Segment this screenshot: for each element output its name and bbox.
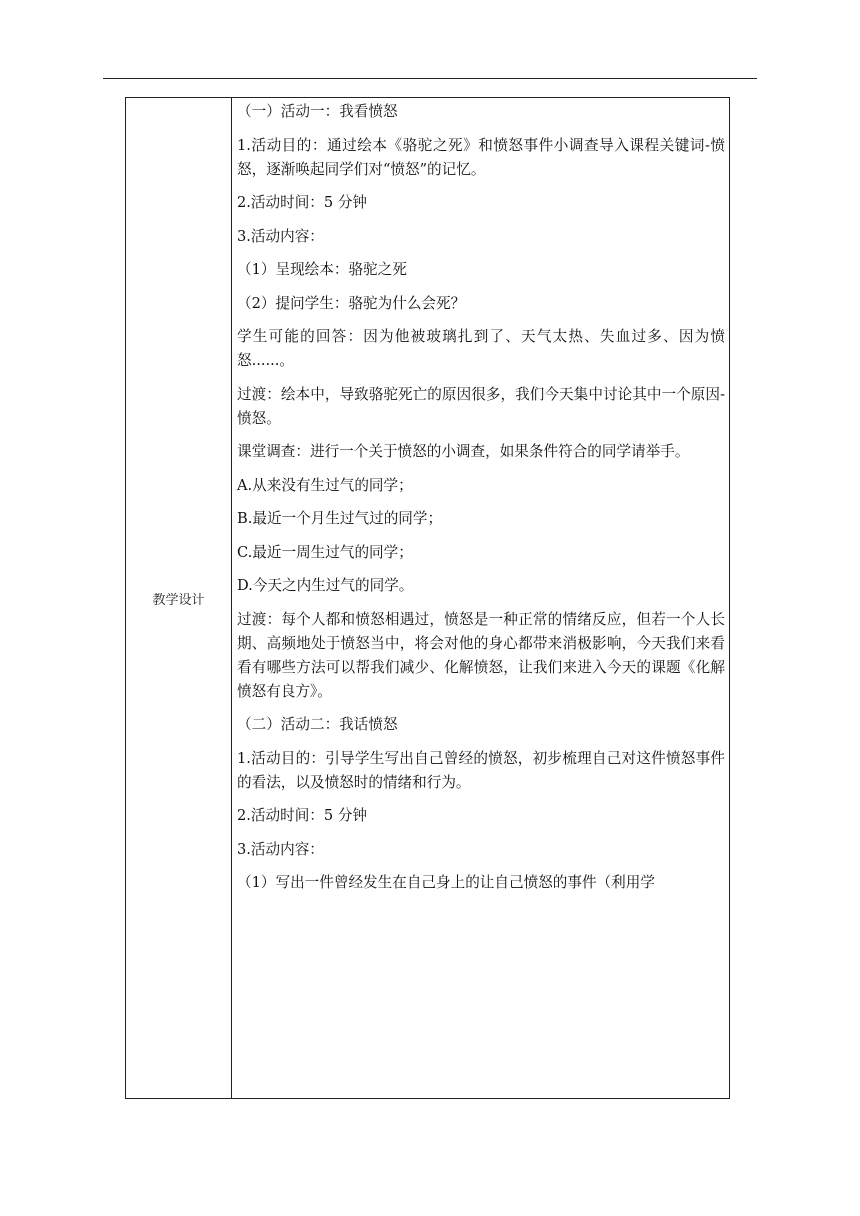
survey-option-b: B.最近一个月生过气过的同学； — [237, 510, 443, 527]
survey-option-c: C.最近一周生过气的同学； — [237, 543, 413, 561]
activity1-time: 2.活动时间：5 分钟 — [237, 194, 368, 211]
survey-option-d: D.今天之内生过气的同学。 — [237, 577, 414, 594]
possible-answers: 学生可能的回答：因为他被玻璃扎到了、天气太热、失血过多、因为愤怒......。 — [237, 328, 725, 369]
activity2-heading: （二）活动二：我话愤怒 — [237, 716, 398, 733]
activity1-step1: （1）呈现绘本：骆驼之死 — [237, 261, 407, 278]
transition-1: 过渡：绘本中，导致骆驼死亡的原因很多，我们今天集中讨论其中一个原因-愤怒。 — [237, 385, 725, 427]
activity1-heading: （一）活动一：我看愤怒 — [237, 103, 398, 120]
class-survey: 课堂调查：进行一个关于愤怒的小调查，如果条件符合的同学请举手。 — [237, 443, 690, 460]
activity2-time: 2.活动时间：5 分钟 — [237, 807, 368, 824]
activity1-purpose: 1.活动目的：通过绘本《骆驼之死》和愤怒事件小调查导入课程关键词-愤怒，逐渐唤起同学们对“愤怒”的记忆。 — [237, 136, 725, 178]
activity1-step2: （2）提问学生：骆驼为什么会死？ — [237, 294, 466, 312]
header-rule — [103, 78, 757, 79]
activity2-step1: （1）写出一件曾经发生在自己身上的让自己愤怒的事件（利用学 — [237, 874, 655, 891]
row-label: 教学设计 — [152, 592, 205, 608]
survey-option-a: A.从来没有生过气的同学； — [237, 476, 413, 494]
activity2-purpose: 1.活动目的：引导学生写出自己曾经的愤怒，初步梳理自己对这件愤怒事件的看法，以及愤怒时的情绪和行为。 — [237, 749, 725, 791]
activity2-content-heading: 3.活动内容： — [237, 840, 324, 858]
transition-2: 过渡：每个人都和愤怒相遇过，愤怒是一种正常的情绪反应，但若一个人长期、高频地处于愤怒当中，将会对他的身心都带来消极影响，今天我们来看看有哪些方法可以帮我们减少、化解愤怒，让我们来进入今天的课题《化解愤怒有良方》。 — [237, 610, 725, 700]
row-label-cell — [126, 98, 232, 1098]
lesson-design-table — [125, 97, 730, 1099]
content-cell — [232, 98, 729, 1098]
activity1-content-heading: 3.活动内容： — [237, 227, 324, 245]
